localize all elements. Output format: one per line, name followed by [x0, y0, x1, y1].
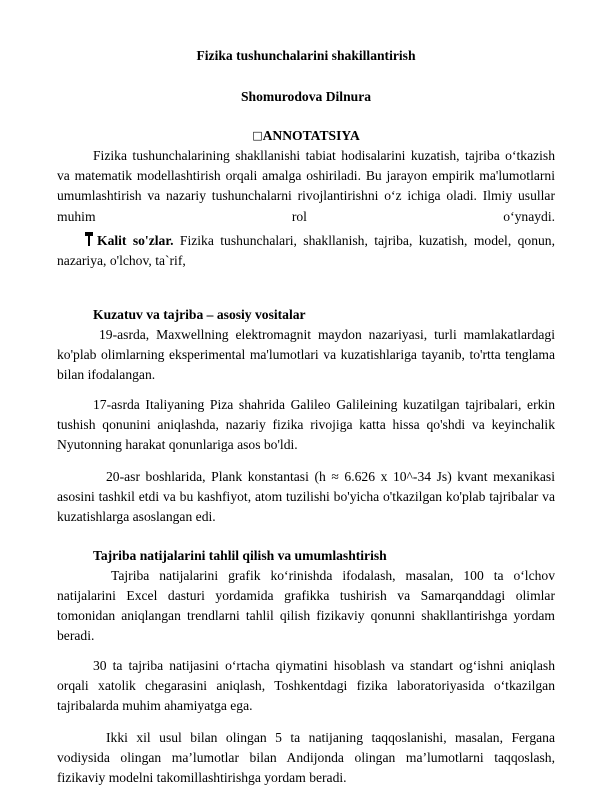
document-page [57, 46, 555, 788]
keywords-label: Kalit so'zlar. [97, 232, 174, 248]
body-paragraph: 20-asr boshlarida, Plank konstantasi (h ≈ 6.626 x 10^-34 Js) kvant mexanikasi asosini tashkil etdi va bu kashfiyot, atom tuzilishi bo'yicha o'tkazilgan ko'plab tajribalar va kuzatishlarga asoslangan edi. [57, 468, 555, 524]
keywords-paragraph [57, 231, 555, 271]
pin-icon [85, 232, 93, 246]
annotation-heading-text: ANNOTATSIYA [262, 128, 360, 144]
annotation-heading [57, 126, 555, 146]
body-paragraph: Tajriba natijalarini grafik ko‘rinishda ifodalash, masalan, 100 ta o‘lchov natijalarini Excel dasturi yordamida grafikka tushirish va Samarqanddagi olimlar tomonidan aniqlangan trendlarni tahlil qilish fizikaviy qonunni shakllantirishga yordam beradi. [57, 567, 555, 644]
body-paragraph: 17-asrda Italiyaning Piza shahrida Galileo Galileining kuzatilgan tajribalari, erkin tushish qonunini aniqlashda, nazariy fizika rivojiga katta hissa qo'shdi va keyinchalik Nyutonning harakat qonunlariga asos bo'ldi. [57, 397, 555, 453]
keywords-text: Fizika tushunchalari, shakllanish, tajriba, kuzatish, model, qonun, nazariya, o'lchov, ta`rif, [57, 232, 555, 268]
body-paragraph: 30 ta tajriba natijasini o‘rtacha qiymatini hisoblash va standart og‘ishni aniqlash orqali xatolik chegarasini aniqlash, Toshkentdagi fizika laboratoriyasida o‘tkazilgan tajribalarda muhim ahamiyatga ega. [57, 658, 555, 714]
body-paragraph: 19-asrda, Maxwellning elektromagnit maydon nazariyasi, turli mamlakatlardagi ko'plab olimlarning eksperimental ma'lumotlari va kuzatishlariga tayanib, to'rtta tenglama bilan ifodalangan. [57, 326, 555, 383]
section-heading-analysis: Tajriba natijalarini tahlil qilish va umumlashtirish [93, 547, 387, 563]
body-paragraph: Ikki xil usul bilan olingan 5 ta natijaning taqqoslanishi, masalan, Fergana vodiysida olingan ma’lumotlar bilan Andijonda olingan ma’lumotlarni taqqoslash, fizikaviy modelni takomillashtirishga yordam beradi. [57, 729, 555, 785]
annotation-paragraph: Fizika tushunchalarining shakllanishi tabiat hodisalarini kuzatish, tajriba o‘tkazish va matematik modellashtirish orqali amalga oshiriladi. Bu jarayon empirik ma'lumotlarni umumlashtirish va nazariy tushunchalarni rivojlantirishni o‘z ichiga oladi. Ilmiy usullar muhim rol o‘ynaydi. [57, 148, 555, 224]
missing-glyph-icon: □ [252, 129, 263, 143]
section-heading-observation: Kuzatuv va tajriba – asosiy vositalar [93, 306, 306, 322]
author-name: Shomurodova Dilnura [240, 89, 372, 105]
document-title: Fizika tushunchalarini shakillantirish [196, 48, 416, 63]
